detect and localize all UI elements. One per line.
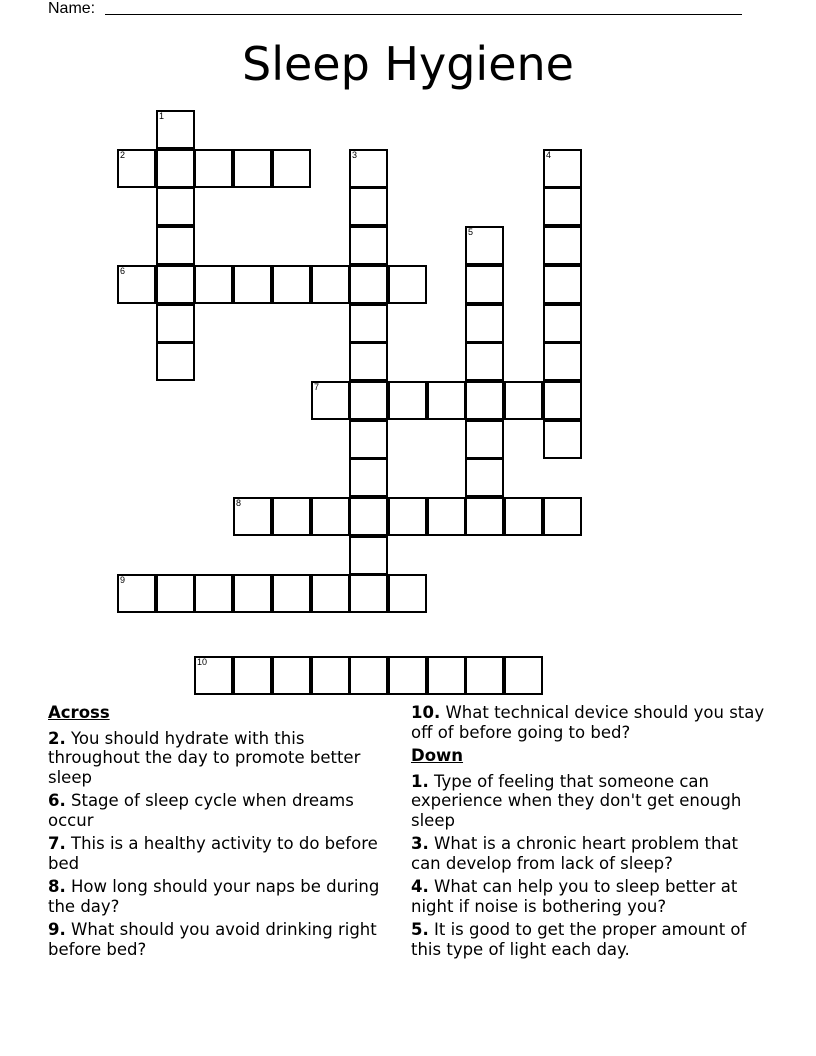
crossword-cell[interactable] [117, 574, 156, 613]
crossword-cell[interactable] [311, 381, 350, 420]
crossword-cell[interactable] [543, 420, 582, 459]
crossword-cell[interactable] [349, 226, 388, 265]
crossword-cell[interactable] [388, 381, 427, 420]
crossword-cell[interactable] [156, 304, 195, 343]
crossword-cell[interactable] [504, 381, 543, 420]
crossword-cell[interactable] [349, 149, 388, 188]
crossword-cell[interactable] [349, 265, 388, 304]
clue-text: Type of feeling that someone can experience when they don't get enough sleep [411, 771, 742, 830]
name-label: Name: [48, 0, 96, 17]
crossword-cell[interactable] [543, 149, 582, 188]
clues-column-left [48, 703, 393, 963]
crossword-cell[interactable] [388, 656, 427, 695]
across-heading: Across [48, 703, 110, 722]
crossword-cell[interactable] [543, 304, 582, 343]
crossword-cell[interactable] [272, 574, 311, 613]
crossword-cell[interactable] [543, 381, 582, 420]
clue-text: What is a chronic heart problem that can develop from lack of sleep? [411, 834, 739, 873]
cell-number: 10 [197, 657, 208, 667]
cell-number: 6 [120, 266, 126, 276]
crossword-cell[interactable] [194, 656, 233, 695]
crossword-cell[interactable] [233, 149, 272, 188]
cell-number: 2 [120, 150, 126, 160]
crossword-cell[interactable] [465, 226, 504, 265]
clue-down-4 [411, 877, 771, 916]
clue-across-2 [48, 729, 393, 788]
crossword-cell[interactable] [272, 497, 311, 536]
crossword-cell[interactable] [349, 458, 388, 497]
crossword-cell[interactable] [311, 574, 350, 613]
cell-number: 3 [352, 150, 358, 160]
crossword-cell[interactable] [156, 265, 195, 304]
clue-number: 1. [411, 771, 429, 791]
crossword-cell[interactable] [388, 497, 427, 536]
clue-down-1 [411, 772, 771, 831]
clue-across-7 [48, 834, 393, 873]
clue-across-9 [48, 920, 393, 959]
page-title: Sleep Hygiene [242, 37, 574, 91]
crossword-cell[interactable] [465, 342, 504, 381]
crossword-cell[interactable] [543, 226, 582, 265]
crossword-cell[interactable] [388, 265, 427, 304]
clue-number: 10. [411, 703, 441, 722]
clues-column-right [411, 703, 771, 963]
crossword-cell[interactable] [233, 497, 272, 536]
clue-text: Stage of sleep cycle when dreams occur [48, 791, 354, 830]
crossword-cell[interactable] [194, 149, 233, 188]
crossword-cell[interactable] [465, 497, 504, 536]
clue-number: 5. [411, 920, 429, 939]
crossword-cell[interactable] [349, 536, 388, 575]
crossword-cell[interactable] [272, 265, 311, 304]
crossword-cell[interactable] [465, 458, 504, 497]
crossword-cell[interactable] [465, 304, 504, 343]
cell-number: 9 [120, 575, 126, 585]
crossword-cell[interactable] [543, 187, 582, 226]
crossword-cell[interactable] [117, 149, 156, 188]
clue-number: 9. [48, 920, 66, 939]
clue-number: 8. [48, 877, 66, 896]
crossword-cell[interactable] [233, 574, 272, 613]
crossword-cell[interactable] [427, 497, 466, 536]
crossword-cell[interactable] [156, 110, 195, 149]
cell-number: 8 [236, 498, 242, 508]
clue-text: This is a healthy activity to do before bed [48, 834, 378, 873]
cell-number: 7 [314, 382, 320, 392]
clue-number: 3. [411, 834, 429, 853]
crossword-cell[interactable] [388, 574, 427, 613]
crossword-cell[interactable] [465, 265, 504, 304]
crossword-cell[interactable] [272, 149, 311, 188]
cell-number: 5 [468, 227, 474, 237]
clue-text: It is good to get the proper amount of this type of light each day. [411, 920, 747, 959]
crossword-cell[interactable] [465, 381, 504, 420]
clue-across-6 [48, 791, 393, 830]
crossword-cell[interactable] [349, 187, 388, 226]
crossword-cell[interactable] [311, 497, 350, 536]
clue-number: 4. [411, 877, 429, 896]
crossword-cell[interactable] [465, 420, 504, 459]
crossword-cell[interactable] [465, 656, 504, 695]
crossword-cell[interactable] [349, 497, 388, 536]
down-heading: Down [411, 746, 464, 765]
crossword-cell[interactable] [504, 656, 543, 695]
crossword-cell[interactable] [349, 381, 388, 420]
crossword-cell[interactable] [233, 265, 272, 304]
crossword-cell[interactable] [117, 265, 156, 304]
crossword-cell[interactable] [427, 656, 466, 695]
crossword-cell[interactable] [427, 381, 466, 420]
crossword-cell[interactable] [233, 656, 272, 695]
clue-across-10 [411, 703, 771, 742]
clue-text: How long should your naps be during the day? [48, 877, 380, 916]
crossword-cell[interactable] [349, 574, 388, 613]
clue-across-8 [48, 877, 393, 916]
clue-text: You should hydrate with this throughout the day to promote better sleep [48, 728, 361, 787]
crossword-cell[interactable] [349, 656, 388, 695]
crossword-cell[interactable] [194, 574, 233, 613]
cell-number: 1 [159, 111, 165, 121]
crossword-cell[interactable] [311, 656, 350, 695]
crossword-cell[interactable] [311, 265, 350, 304]
crossword-cell[interactable] [349, 342, 388, 381]
crossword-cell[interactable] [543, 265, 582, 304]
crossword-cell[interactable] [272, 656, 311, 695]
clue-down-3 [411, 834, 771, 873]
crossword-cell[interactable] [156, 342, 195, 381]
crossword-cell[interactable] [156, 149, 195, 188]
crossword-cell[interactable] [156, 226, 195, 265]
clue-number: 2. [48, 728, 66, 748]
crossword-cell[interactable] [194, 265, 233, 304]
crossword-cell[interactable] [156, 574, 195, 613]
crossword-cell[interactable] [349, 420, 388, 459]
crossword-cell[interactable] [543, 497, 582, 536]
clue-text: What should you avoid drinking right before bed? [48, 920, 377, 959]
cell-number: 4 [546, 150, 552, 160]
crossword-cell[interactable] [543, 342, 582, 381]
crossword-cell[interactable] [156, 187, 195, 226]
crossword-cell[interactable] [349, 304, 388, 343]
clue-text: What can help you to sleep better at night if noise is bothering you? [411, 877, 738, 916]
clue-down-5 [411, 920, 771, 959]
crossword-cell[interactable] [504, 497, 543, 536]
clue-number: 7. [48, 834, 66, 853]
clue-number: 6. [48, 791, 66, 810]
clue-text: What technical device should you stay off of before going to bed? [411, 703, 765, 742]
